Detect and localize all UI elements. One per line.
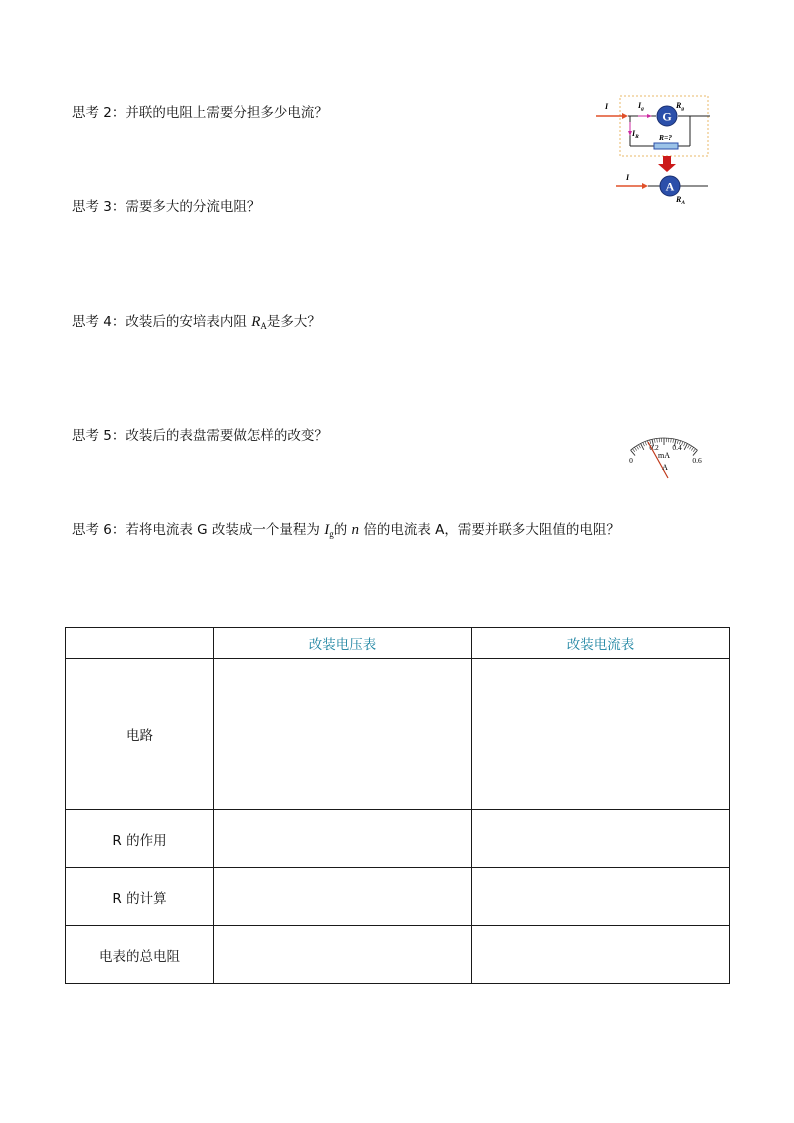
meter-tick xyxy=(636,446,638,449)
scale-label-0-4: 0.4 xyxy=(672,443,682,452)
question-3-prefix: 思考 3： xyxy=(72,199,126,215)
cell-voltmeter-total-resistance[interactable] xyxy=(214,926,472,984)
row-label-total-resistance: 电表的总电阻 xyxy=(66,926,214,984)
cell-voltmeter-r-role[interactable] xyxy=(214,810,472,868)
question-2-text: 并联的电阻上需要分担多少电流？ xyxy=(125,105,328,121)
meter-dial xyxy=(610,420,722,482)
meter-tick xyxy=(671,439,672,443)
question-4 xyxy=(72,313,321,335)
cell-voltmeter-r-calc[interactable] xyxy=(214,868,472,926)
meter-unit: mA xyxy=(658,451,670,460)
question-6-prefix: 思考 6： xyxy=(72,522,126,538)
scale-label-0: 0 xyxy=(629,456,633,465)
cell-voltmeter-circuit[interactable] xyxy=(214,659,472,810)
ammeter-label: A xyxy=(665,179,675,194)
question-6-text-3: 倍的电流表 A，需要并联多大阻值的电阻？ xyxy=(359,522,620,538)
meter-tick xyxy=(639,445,641,448)
question-4-prefix: 思考 4： xyxy=(72,314,126,330)
row-label-r-role: R 的作用 xyxy=(66,810,214,868)
ig-arrow xyxy=(647,114,652,118)
question-2 xyxy=(72,104,328,122)
scale-label-0-6: 0.6 xyxy=(692,456,702,465)
meter-tick xyxy=(684,444,687,450)
current-ir-label: $I_R$ xyxy=(632,129,639,140)
question-5-text: 改装后的表盘需要做怎样的改变？ xyxy=(125,428,328,444)
ammeter-input-arrow xyxy=(642,183,648,189)
meter-tick xyxy=(641,444,644,450)
current-ig-label: $I_g$ xyxy=(638,101,644,112)
scale-label-0-2: 0.2 xyxy=(649,443,659,452)
needle-label: A xyxy=(662,463,668,472)
question-6 xyxy=(72,521,620,543)
header-ammeter: 改装电流表 xyxy=(472,628,730,659)
meter-tick xyxy=(688,445,690,448)
comparison-table xyxy=(65,627,730,984)
table-row xyxy=(66,868,730,926)
meter-tick xyxy=(632,449,634,452)
question-5 xyxy=(72,427,328,445)
cell-ammeter-r-calc[interactable] xyxy=(472,868,730,926)
cell-ammeter-r-role[interactable] xyxy=(472,810,730,868)
row-label-circuit: 电路 xyxy=(66,659,214,810)
ig-symbol: $I_g$ xyxy=(324,522,334,539)
ra-symbol: $R_A$ xyxy=(251,314,267,331)
question-3 xyxy=(72,198,260,216)
meter-tick xyxy=(693,449,695,452)
cell-ammeter-circuit[interactable] xyxy=(472,659,730,810)
current-i-label: I xyxy=(605,102,609,111)
transform-arrow-shaft xyxy=(663,156,671,164)
question-6-text: 若将电流表 G 改装成一个量程为 xyxy=(125,522,325,538)
question-6-text-2: 的 xyxy=(333,522,352,538)
rg-label: $R_g$ xyxy=(676,101,685,112)
meter-tick xyxy=(634,447,636,450)
shunt-circuit-diagram xyxy=(592,92,714,204)
resistor-label: R=? xyxy=(659,133,673,142)
meter-tick xyxy=(691,447,693,450)
row-label-r-calc: R 的计算 xyxy=(66,868,214,926)
table-row xyxy=(66,926,730,984)
shunt-resistor xyxy=(654,143,678,149)
table-row xyxy=(66,659,730,810)
question-5-prefix: 思考 5： xyxy=(72,428,126,444)
question-2-prefix: 思考 2： xyxy=(72,105,126,121)
n-symbol: n xyxy=(351,522,360,538)
table-header-row xyxy=(66,628,730,659)
ra-label: $R_A$ xyxy=(676,195,686,204)
meter-tick xyxy=(643,442,645,446)
question-3-text: 需要多大的分流电阻？ xyxy=(125,199,261,215)
cell-ammeter-total-resistance[interactable] xyxy=(472,926,730,984)
galvanometer-label: G xyxy=(662,109,672,124)
header-blank xyxy=(66,628,214,659)
ammeter-current-label: I xyxy=(626,173,630,182)
table-row xyxy=(66,810,730,868)
header-voltmeter: 改装电压表 xyxy=(214,628,472,659)
question-4-text-end: 是多大？ xyxy=(266,314,321,330)
transform-arrow-icon xyxy=(658,164,676,172)
meter-tick xyxy=(689,446,691,449)
input-arrow xyxy=(622,113,628,119)
meter-tick xyxy=(645,442,646,446)
question-4-text: 改装后的安培表内阻 xyxy=(125,314,252,330)
meter-tick xyxy=(657,439,658,443)
meter-tick xyxy=(684,442,686,446)
